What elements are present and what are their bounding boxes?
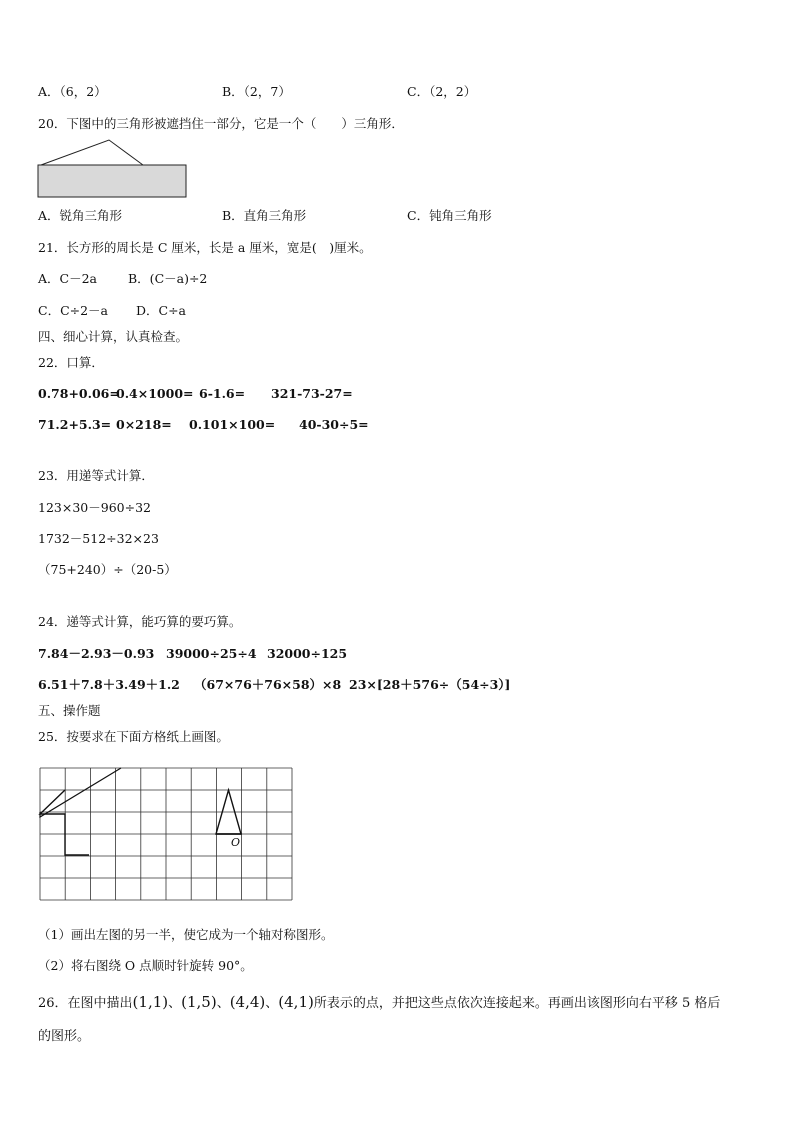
q20-triangle-visible-part xyxy=(41,140,143,165)
q26-point-2: (1,5) xyxy=(181,993,217,1011)
q24-expression-5: （67×76＋76×58）×8 xyxy=(194,677,342,692)
q22-item-2: 0.4×1000= xyxy=(116,386,194,401)
q19-option-c: C．（2，2） xyxy=(407,84,477,99)
q26-point-3: (4,4) xyxy=(229,993,266,1011)
q25-grid-lines xyxy=(40,768,292,900)
q25-point-label: O xyxy=(231,836,241,849)
q22-item-1: 0.78+0.06= xyxy=(38,386,120,401)
q25-left-half-figure xyxy=(40,768,121,817)
q24-expression-3: 32000÷125 xyxy=(267,646,348,661)
q23-expression-1: 123×30－960÷32 xyxy=(38,500,151,515)
section-5-heading: 五、操作题 xyxy=(38,703,101,718)
q21-option-d: D．C÷a xyxy=(136,303,187,318)
q26-sep-1: 、 xyxy=(168,996,182,1011)
q21-stem: 21．长方形的周长是 C 厘米，长是 a 厘米，宽是( )厘米。 xyxy=(38,240,372,255)
q20-option-a: A．锐角三角形 xyxy=(38,208,123,223)
q22-item-5: 71.2+5.3= xyxy=(38,417,112,432)
q25-stem: 25．按要求在下面方格纸上画图。 xyxy=(38,729,229,744)
q26-sep-3: 、 xyxy=(265,996,279,1011)
q26-line-1 xyxy=(38,992,720,1014)
section-4-heading: 四、细心计算，认真检查。 xyxy=(38,329,189,344)
q26-suffix: 所表示的点，并把这些点依次连接起来。再画出该图形向右平移 5 格后 xyxy=(313,996,721,1011)
q26-sep-2: 、 xyxy=(216,996,230,1011)
q22-item-3: 6-1.6= xyxy=(199,386,246,401)
q20-hidden-triangle-figure xyxy=(36,138,188,200)
q20-cover-rectangle xyxy=(38,165,186,197)
q19-option-b: B．（2，7） xyxy=(222,84,291,99)
q25-left-half-outline xyxy=(40,790,89,855)
q26-line-2: 的图形。 xyxy=(38,1029,91,1044)
q25-sub1: （1）画出左图的另一半，使它成为一个轴对称图形。 xyxy=(38,927,334,942)
q24-expression-2: 39000÷25÷4 xyxy=(166,646,257,661)
q22-item-7: 0.101×100= xyxy=(189,417,276,432)
q20-option-c: C．钝角三角形 xyxy=(407,208,492,223)
q24-expression-4: 6.51＋7.8＋3.49＋1.2 xyxy=(38,677,180,692)
q24-expression-1: 7.84－2.93－0.93 xyxy=(38,646,155,661)
q24-expression-6: 23×[28＋576÷（54÷3）] xyxy=(349,677,511,692)
q25-grid-figure xyxy=(30,760,305,910)
q23-stem: 23．用递等式计算． xyxy=(38,468,154,483)
q23-expression-3: （75+240）÷（20-5） xyxy=(38,562,177,577)
q23-expression-2: 1732－512÷32×23 xyxy=(38,531,159,546)
q22-item-4: 321-73-27= xyxy=(271,386,353,401)
q22-item-8: 40-30÷5= xyxy=(299,417,369,432)
q21-option-a: A．C－2a xyxy=(38,271,97,286)
q26-point-4: (4,1) xyxy=(278,993,314,1011)
q19-option-a: A．（6，2） xyxy=(38,84,107,99)
q20-stem: 20．下图中的三角形被遮挡住一部分，它是一个（ ）三角形． xyxy=(38,116,404,131)
q26-point-1: (1,1) xyxy=(132,993,169,1011)
q22-stem: 22．口算． xyxy=(38,355,104,370)
q24-stem: 24．递等式计算，能巧算的要巧算。 xyxy=(38,614,242,629)
q20-option-b: B．直角三角形 xyxy=(222,208,307,223)
q25-sub2: （2）将右图绕 O 点顺时针旋转 90°。 xyxy=(38,958,253,973)
q21-option-b: B．(C－a)÷2 xyxy=(128,271,208,286)
q21-option-c: C．C÷2－a xyxy=(38,303,109,318)
q26-prefix: 26．在图中描出 xyxy=(38,996,133,1011)
q22-item-6: 0×218= xyxy=(116,417,172,432)
